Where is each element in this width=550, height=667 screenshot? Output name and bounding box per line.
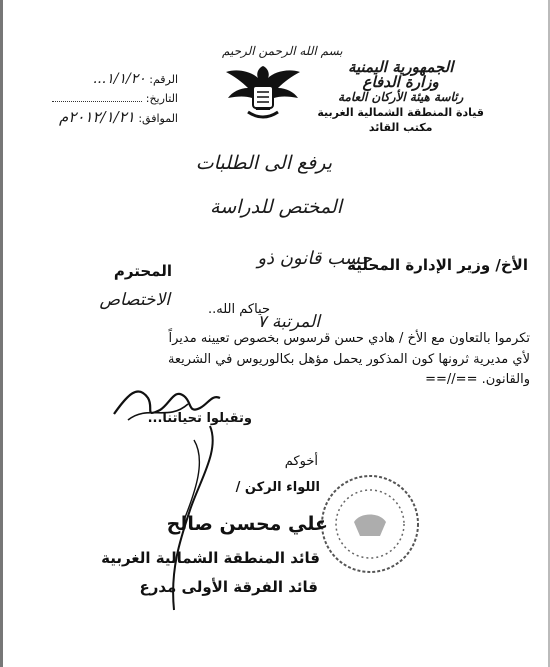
- scan-edge-left: [0, 0, 3, 667]
- header-right-block: [317, 60, 484, 135]
- body-paragraph-2: لأي مديرية ثرونها كون المذكور يحمل مؤهل بكالوريوس في الشريعة: [167, 352, 530, 367]
- ref-label: الرقم: [152, 73, 178, 86]
- date-label: التاريخ: [149, 92, 178, 105]
- date-row: التاريخ:: [28, 89, 178, 108]
- eagle-emblem-icon: [222, 58, 304, 124]
- corresponding-value: ٢٠١٢/١/٢١م: [59, 108, 135, 126]
- handwritten-line-1: يرفع الى الطلبات: [195, 152, 332, 174]
- handwritten-line-5: المرتبة ٧: [257, 312, 320, 332]
- header-line-staff: رئاسة هيئة الأركان العامة: [338, 90, 464, 104]
- handwritten-line-4: الاختصاص: [99, 290, 170, 310]
- greeting: حياكم الله..: [207, 302, 270, 317]
- signatory-title-1: قائد المنطقة الشمالية الغربية: [101, 549, 320, 567]
- body-paragraph-1: تكرموا بالتعاون مع الأخ / هادي حسن قرسوس بخصوص تعيينه مديراً: [168, 331, 530, 346]
- ref-value: ١/١/٢٠...: [92, 71, 146, 87]
- header-line-region: قيادة المنطقة الشمالية الغربية: [317, 106, 484, 119]
- header-line-ministry: وزارة الدفاع: [362, 73, 439, 91]
- rank: اللواء الركن /: [235, 480, 320, 495]
- basmala: بسم الله الرحمن الرحيم: [222, 44, 343, 58]
- handwritten-line-2: المختص للدراسة: [210, 196, 342, 218]
- signatory-name: علي محسن صالح: [166, 513, 328, 535]
- corresponding-row: الموافق: ٢٠١٢/١/٢١م: [59, 108, 178, 126]
- header-line-republic: الجمهورية اليمنية: [347, 58, 454, 76]
- yours: أخوكم: [284, 454, 318, 469]
- handwritten-line-3: حسب قانون ذو: [257, 248, 372, 269]
- date-value: [52, 101, 142, 102]
- honorific: المحترم: [113, 262, 172, 280]
- corresponding-label: الموافق: [142, 112, 178, 125]
- official-stamp-icon: [318, 472, 422, 576]
- closing: وتقبلوا تحياتنا...: [147, 411, 252, 426]
- ref-row: الرقم: ١/١/٢٠...: [92, 71, 178, 87]
- body-paragraph-3: والقانون. ==//==: [425, 372, 530, 387]
- addressee: الأخ/ وزير الإدارة المحلية: [347, 256, 528, 274]
- ref-block: [28, 70, 178, 128]
- header-line-office: مكتب القائد: [368, 121, 433, 134]
- signatory-title-2: قائد الفرقة الأولى مدرع: [139, 578, 318, 596]
